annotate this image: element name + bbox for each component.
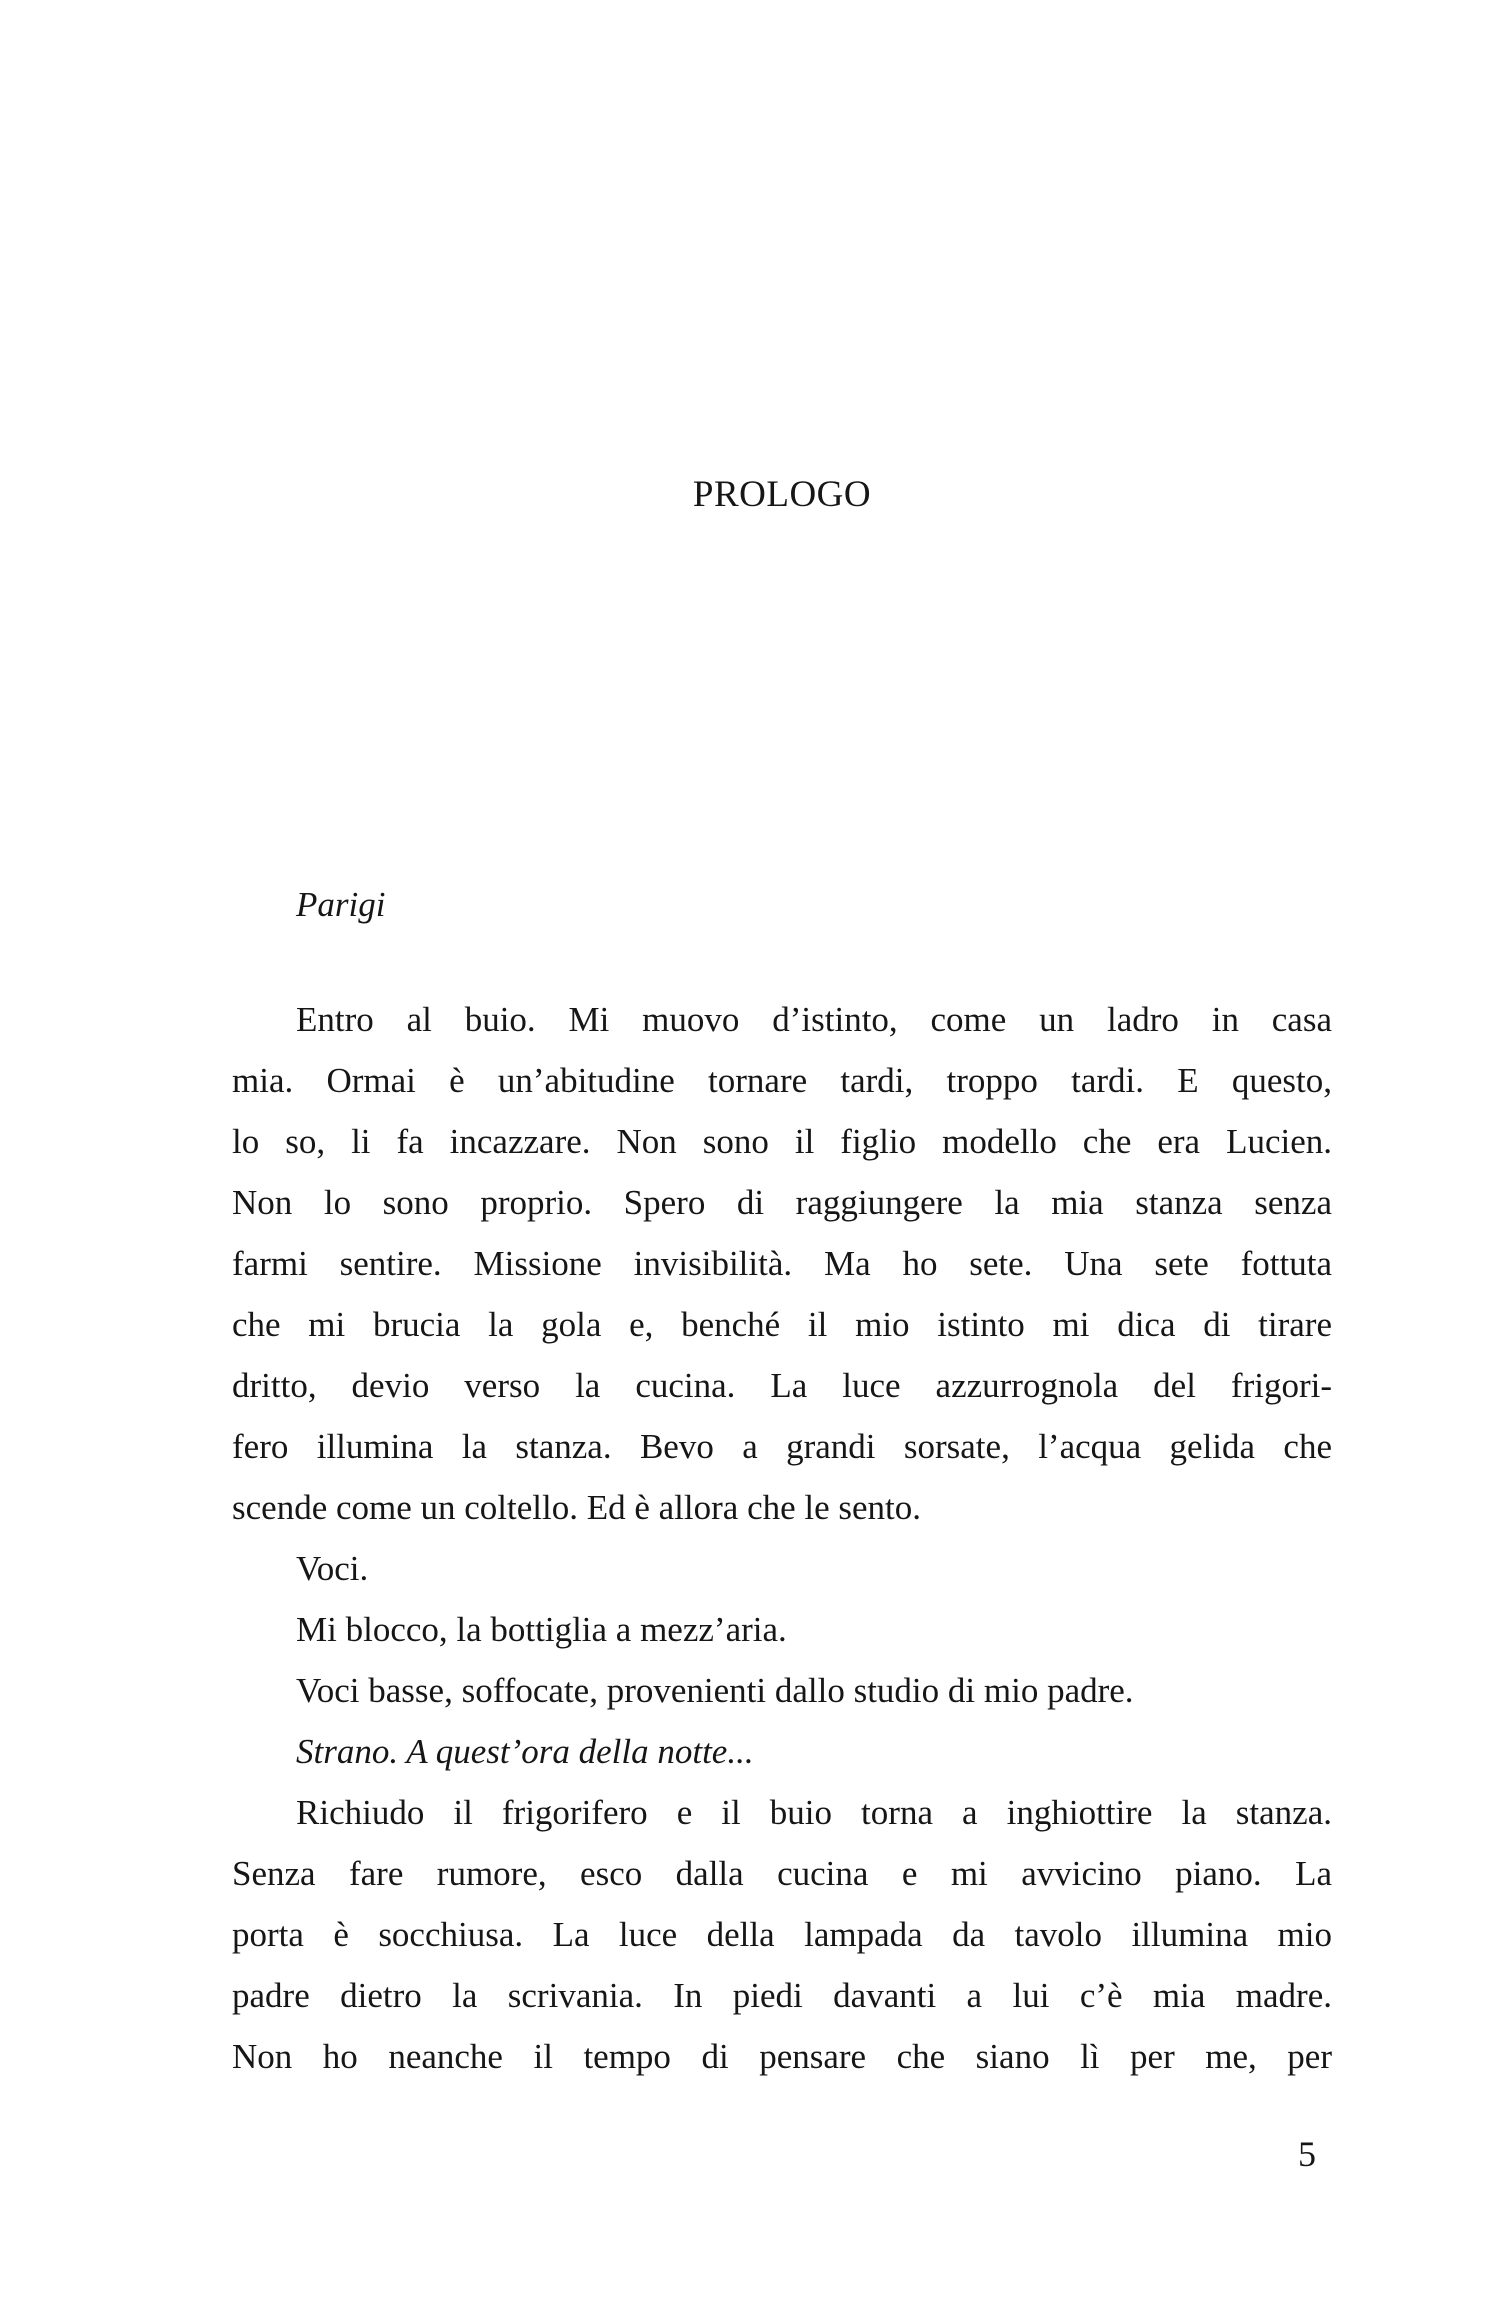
text-line: farmi sentire. Missione invisibilità. Ma ho sete. Una sete fottuta	[232, 1244, 1332, 1283]
text-line: mia. Ormai è un’abitudine tornare tardi, troppo tardi. E questo,	[232, 1061, 1332, 1100]
text-line: Non lo sono proprio. Spero di raggiungere la mia stanza senza	[232, 1183, 1332, 1222]
text-line: Entro al buio. Mi muovo d’istinto, come un ladro in casa	[296, 1000, 1332, 1039]
text-line: fero illumina la stanza. Bevo a grandi sorsate, l’acqua gelida che	[232, 1427, 1332, 1466]
page-number: 5	[1298, 2134, 1316, 2174]
text-line: dritto, devio verso la cucina. La luce azzurrognola del frigori-	[232, 1366, 1332, 1405]
text-line: Senza fare rumore, esco dalla cucina e mi avvicino piano. La	[232, 1854, 1332, 1893]
text-line: Richiudo il frigorifero e il buio torna a inghiottire la stanza.	[296, 1793, 1332, 1832]
text-line: scende come un coltello. Ed è allora che le sento.	[232, 1488, 922, 1527]
text-line: Voci.	[296, 1549, 369, 1588]
body-text	[232, 989, 1332, 2087]
chapter-heading: PROLOGO	[692, 474, 872, 515]
text-line: Strano. A quest’ora della notte...	[296, 1732, 754, 1771]
dateline: Parigi	[296, 885, 386, 924]
text-line: Mi blocco, la bottiglia a mezz’aria.	[296, 1610, 787, 1649]
text-line: Voci basse, soffocate, provenienti dallo studio di mio padre.	[296, 1671, 1134, 1710]
text-line: che mi brucia la gola e, benché il mio istinto mi dica di tirare	[232, 1305, 1332, 1344]
text-line: Non ho neanche il tempo di pensare che siano lì per me, per	[232, 2037, 1332, 2076]
text-line: padre dietro la scrivania. In piedi davanti a lui c’è mia madre.	[232, 1976, 1332, 2015]
text-line: lo so, li fa incazzare. Non sono il figlio modello che era Lucien.	[232, 1122, 1332, 1161]
text-line: porta è socchiusa. La luce della lampada da tavolo illumina mio	[232, 1915, 1332, 1954]
